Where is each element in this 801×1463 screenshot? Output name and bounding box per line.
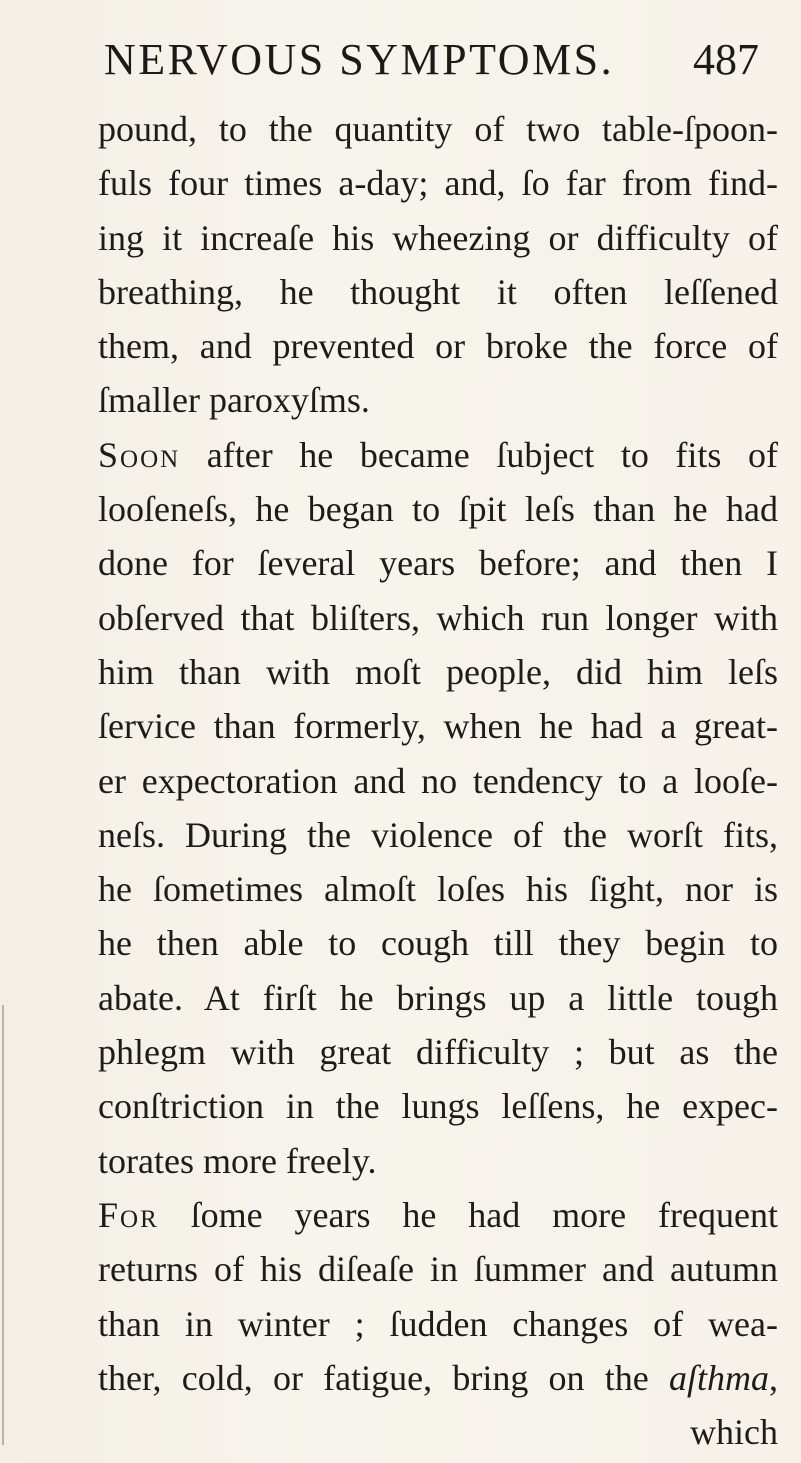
running-head: NERVOUS SYMPTOMS. xyxy=(104,35,615,84)
text-line: them, and prevented or broke the force of xyxy=(98,326,778,367)
small-caps-lead: For xyxy=(98,1194,159,1235)
text-line: phlegm with great difficulty ; but as the xyxy=(98,1032,778,1073)
text-line: breathing, he thought it often leſſened xyxy=(98,271,778,312)
page-header xyxy=(0,34,801,94)
text-line: er expectoration and no tendency to a looſe- xyxy=(98,760,778,801)
text-line: conſtriction in the lungs leſſens, he expec- xyxy=(98,1086,778,1127)
body-text xyxy=(98,102,778,1459)
text-line: abate. At firſt he brings up a little tough xyxy=(98,977,778,1018)
text-line: pound, to the quantity of two table-ſpoon- xyxy=(98,109,778,149)
paragraph-start xyxy=(98,428,778,482)
text-line: neſs. During the violence of the worſt fits, xyxy=(98,814,778,855)
italic-word: aſthma xyxy=(669,1357,770,1398)
paragraph-start xyxy=(98,1188,778,1242)
text-line: returns of his diſeaſe in ſummer and autumn xyxy=(98,1249,778,1290)
catchword: which xyxy=(690,1412,778,1453)
small-caps-lead: Soon xyxy=(98,434,181,475)
text-line: torates more freely. xyxy=(98,1140,377,1181)
text-run: after he became ſubject to fits of xyxy=(206,434,778,475)
page-edge-shadow xyxy=(2,1005,4,1445)
text-line: obſerved that bliſters, which run longer with xyxy=(98,597,778,638)
text-line: him than with moſt people, did him leſs xyxy=(98,651,778,692)
text-line: ſervice than formerly, when he had a great- xyxy=(98,706,778,747)
text-line: done for ſeveral years before; and then I xyxy=(98,543,778,584)
text-line: he then able to cough till they begin to xyxy=(98,923,778,964)
text-line: looſeneſs, he began to ſpit leſs than he had xyxy=(98,489,778,530)
page-number: 487 xyxy=(693,35,759,84)
punctuation: , xyxy=(769,1357,779,1398)
text-line xyxy=(98,1351,778,1405)
text-line: he ſometimes almoſt loſes his ſight, nor is xyxy=(98,869,778,910)
text-run: ther, cold, or fatigue, bring on the xyxy=(98,1357,649,1398)
text-line: than in winter ; ſudden changes of wea- xyxy=(98,1303,778,1344)
text-line: ing it increaſe his wheezing or difficulty of xyxy=(98,217,778,258)
text-line: ſmaller paroxyſms. xyxy=(98,380,370,421)
text-run: ſome years he had more frequent xyxy=(190,1194,778,1235)
text-line: fuls four times a-day; and, ſo far from find- xyxy=(98,163,778,204)
